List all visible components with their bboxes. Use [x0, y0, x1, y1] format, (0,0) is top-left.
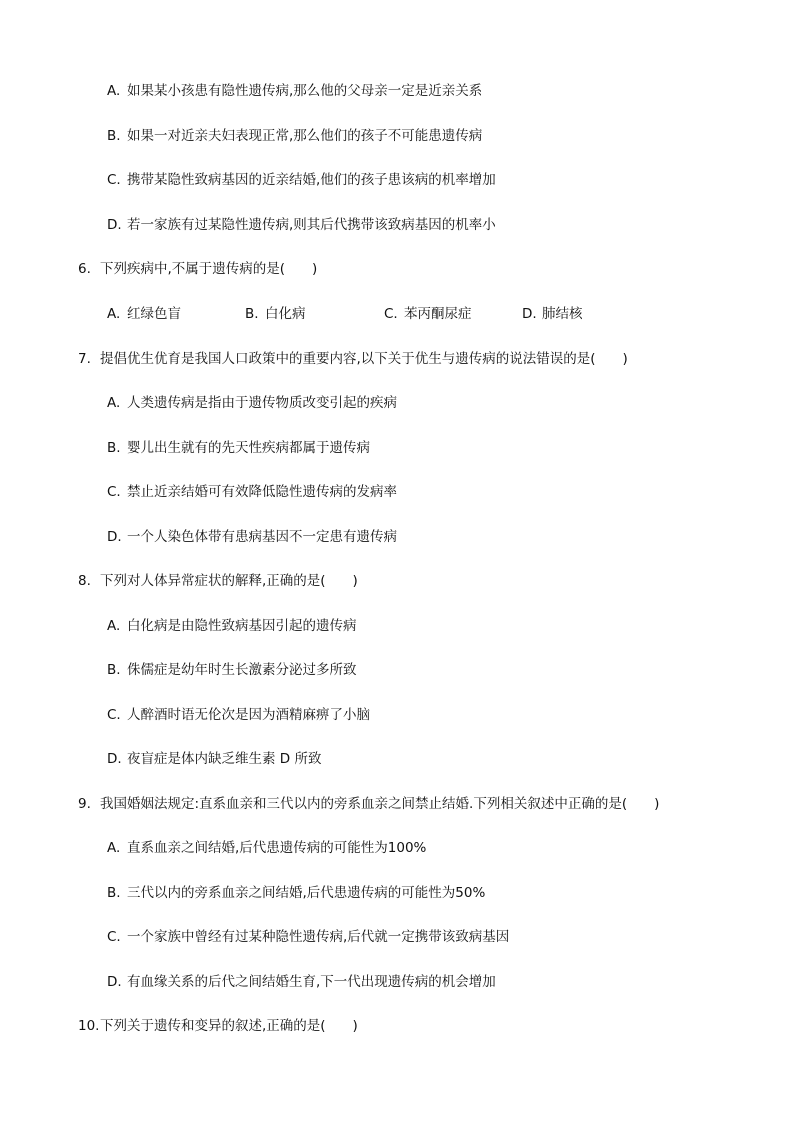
question-line [78, 350, 628, 368]
option-line [107, 216, 496, 234]
option-letter: A. [107, 840, 121, 856]
option-letter: D. [522, 306, 537, 322]
question-text: 提倡优生优育是我国人口政策中的重要内容,以下关于优生与遗传病的说法错误的是( ) [100, 351, 628, 367]
option-line [107, 884, 485, 902]
question-line [78, 795, 659, 813]
option-letter: D. [107, 751, 122, 767]
option-text: 侏儒症是幼年时生长激素分泌过多所致 [127, 662, 357, 678]
option-text: 直系血亲之间结婚,后代患遗传病的可能性为100% [127, 840, 427, 856]
option-line [107, 394, 397, 412]
option-line [107, 528, 397, 546]
option-text: 一个人染色体带有患病基因不一定患有遗传病 [127, 529, 397, 545]
option-line [107, 661, 357, 679]
option-letter: A. [107, 395, 121, 411]
option-line [107, 439, 370, 457]
option-letter: D. [107, 529, 122, 545]
option-letter: C. [107, 929, 121, 945]
question-text: 下列疾病中,不属于遗传病的是( ) [100, 261, 318, 277]
option-text: 三代以内的旁系血亲之间结婚,后代患遗传病的可能性为50% [127, 885, 486, 901]
option-text: 人醉酒时语无伦次是因为酒精麻痹了小脑 [127, 707, 370, 723]
option-letter: A. [107, 618, 121, 634]
option-letter: C. [107, 484, 121, 500]
option-letter: C. [384, 306, 398, 322]
option-text: 如果某小孩患有隐性遗传病,那么他的父母亲一定是近亲关系 [127, 83, 483, 99]
option [384, 305, 522, 323]
option-letter: D. [107, 217, 122, 233]
option-text: 如果一对近亲夫妇表现正常,那么他们的孩子不可能患遗传病 [127, 128, 483, 144]
option-text: 携带某隐性致病基因的近亲结婚,他们的孩子患该病的机率增加 [127, 172, 496, 188]
option-text: 苯丙酮尿症 [404, 306, 472, 322]
option-line [107, 706, 370, 724]
option-line [107, 171, 496, 189]
option-letter: B. [107, 662, 121, 678]
question-number: 9. [78, 796, 91, 812]
option-line [107, 750, 321, 768]
option-line [107, 82, 482, 100]
option-line [107, 617, 357, 635]
question-number: 10. [78, 1018, 100, 1034]
question-line [78, 572, 358, 590]
question-number: 6. [78, 261, 91, 277]
option-line [107, 928, 509, 946]
option-line [107, 839, 426, 857]
option-row [107, 305, 583, 323]
question-text: 下列关于遗传和变异的叙述,正确的是( ) [100, 1018, 358, 1034]
option-text: 夜盲症是体内缺乏维生素 D 所致 [127, 751, 322, 767]
option-text: 红绿色盲 [127, 306, 181, 322]
option-letter: D. [107, 974, 122, 990]
option-text: 白化病 [265, 306, 306, 322]
question-number: 7. [78, 351, 91, 367]
option-letter: C. [107, 707, 121, 723]
option-text: 禁止近亲结婚可有效降低隐性遗传病的发病率 [127, 484, 397, 500]
option-line [107, 973, 496, 991]
option-letter: B. [107, 885, 121, 901]
option-text: 若一家族有过某隐性遗传病,则其后代携带该致病基因的机率小 [127, 217, 496, 233]
option-line [107, 127, 482, 145]
option-letter: A. [107, 83, 121, 99]
question-number: 8. [78, 573, 91, 589]
option [107, 305, 245, 323]
option-letter: B. [107, 128, 121, 144]
option-text: 婴儿出生就有的先天性疾病都属于遗传病 [127, 440, 370, 456]
question-line [78, 1017, 358, 1035]
question-line [78, 260, 317, 278]
option-letter: B. [107, 440, 121, 456]
option-text: 有血缘关系的后代之间结婚生育,下一代出现遗传病的机会增加 [127, 974, 496, 990]
question-text: 下列对人体异常症状的解释,正确的是( ) [100, 573, 358, 589]
question-text: 我国婚姻法规定:直系血亲和三代以内的旁系血亲之间禁止结婚.下列相关叙述中正确的是( ) [100, 796, 660, 812]
option [245, 305, 384, 323]
option [522, 305, 583, 323]
option-line [107, 483, 397, 501]
option-text: 白化病是由隐性致病基因引起的遗传病 [127, 618, 357, 634]
option-letter: B. [245, 306, 259, 322]
option-text: 肺结核 [542, 306, 583, 322]
option-letter: A. [107, 306, 121, 322]
option-text: 一个家族中曾经有过某种隐性遗传病,后代就一定携带该致病基因 [127, 929, 510, 945]
option-text: 人类遗传病是指由于遗传物质改变引起的疾病 [127, 395, 397, 411]
option-letter: C. [107, 172, 121, 188]
